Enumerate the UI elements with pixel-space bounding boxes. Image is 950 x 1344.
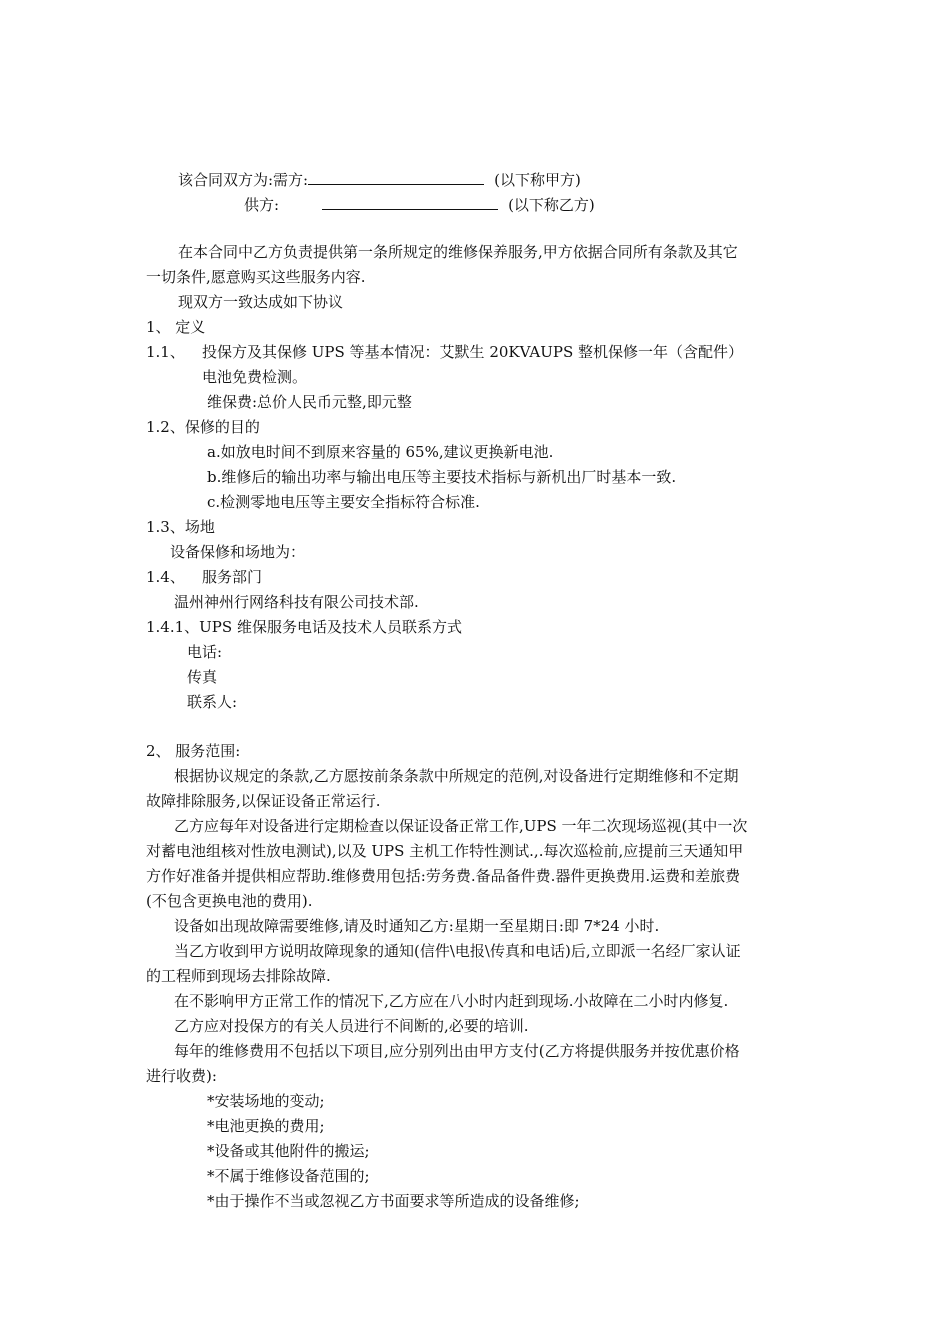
section-1-2-item-a: a.如放电时间不到原来容量的 65%,建议更换新电池. bbox=[207, 443, 554, 461]
section-2-p2-line-1: 乙方应每年对设备进行定期检查以保证设备正常工作,UPS 一年二次现场巡视(其中一次 bbox=[174, 817, 748, 835]
exclusion-item: *设备或其他附件的搬运; bbox=[207, 1142, 370, 1160]
exclusion-item: *电池更换的费用; bbox=[207, 1117, 325, 1135]
exclusion-item: *由于操作不当或忽视乙方书面要求等所造成的设备维修; bbox=[207, 1192, 580, 1210]
intro-agreement: 现双方一致达成如下协议 bbox=[178, 293, 344, 311]
section-2-p4-line-1: 当乙方收到甲方说明故障现象的通知(信件\电报\传真和电话)后,立即派一名经厂家认证 bbox=[174, 942, 741, 960]
section-1-4-title: 服务部门 bbox=[202, 568, 263, 586]
party-demand-suffix: (以下称甲方) bbox=[494, 171, 581, 189]
section-2-p4-line-2: 的工程师到现场去排除故障. bbox=[146, 967, 331, 985]
contact-fax-label: 传真 bbox=[187, 668, 218, 686]
section-1-1-line-2: 电池免费检测。 bbox=[202, 368, 308, 386]
section-2-p2-line-3: 方作好准备并提供相应帮助.维修费用包括:劳务费.备品备件费.器件更换费用.运费和差旅费 bbox=[146, 867, 741, 885]
section-2-p1-line-1: 根据协议规定的条款,乙方愿按前条条款中所规定的范例,对设备进行定期维修和不定期 bbox=[174, 767, 739, 785]
party-demand-line bbox=[178, 168, 581, 190]
contact-phone-label: 电话: bbox=[187, 643, 223, 661]
section-1-1-line-1: 投保方及其保修 UPS 等基本情况：艾默生 20KVAUPS 整机保修一年（含配件） bbox=[202, 343, 744, 361]
party-demand-blank bbox=[308, 168, 484, 185]
section-2-p6: 乙方应对投保方的有关人员进行不间断的,必要的培训. bbox=[174, 1017, 529, 1035]
party-supply-blank bbox=[322, 193, 498, 210]
section-2-p1-line-2: 故障排除服务,以保证设备正常运行. bbox=[146, 792, 381, 810]
section-2-p5: 在不影响甲方正常工作的情况下,乙方应在八小时内赶到现场.小故障在二小时内修复. bbox=[174, 992, 729, 1010]
section-1-title: 1、 定义 bbox=[146, 318, 206, 336]
party-supply-label: 供方: bbox=[244, 196, 280, 214]
section-1-2-item-c: c.检测零地电压等主要安全指标符合标准. bbox=[207, 493, 480, 511]
section-1-2-item-b: b.维修后的输出功率与输出电压等主要技术指标与新机出厂时基本一致. bbox=[207, 468, 677, 486]
section-2-title: 2、 服务范围: bbox=[146, 742, 241, 760]
section-2-p2-line-2: 对蓄电池组核对性放电测试),以及 UPS 主机工作特性测试.,.每次巡检前,应提前三天通知甲 bbox=[146, 842, 744, 860]
party-supply-line bbox=[244, 193, 595, 215]
party-demand-label: 该合同双方为:需方: bbox=[178, 171, 309, 189]
section-2-p3: 设备如出现故障需要维修,请及时通知乙方:星期一至星期日:即 7*24 小时. bbox=[174, 917, 660, 935]
section-2-p7-line-2: 进行收费): bbox=[146, 1067, 217, 1085]
section-1-1-fee: 维保费:总价人民币元整,即元整 bbox=[207, 393, 412, 411]
section-1-4-number: 1.4、 bbox=[146, 568, 185, 586]
section-2-p2-line-4: (不包含更换电池的费用). bbox=[146, 892, 313, 910]
section-1-3-title: 1.3、场地 bbox=[146, 518, 215, 536]
section-1-2-title: 1.2、保修的目的 bbox=[146, 418, 260, 436]
intro-paragraph-line-1: 在本合同中乙方负责提供第一条所规定的维修保养服务,甲方依据合同所有条款及其它 bbox=[178, 243, 738, 261]
exclusion-item: *不属于维修设备范围的; bbox=[207, 1167, 370, 1185]
section-1-4-line: 温州神州行网络科技有限公司技术部. bbox=[174, 593, 419, 611]
section-2-p7-line-1: 每年的维修费用不包括以下项目,应分别列出由甲方支付(乙方将提供服务并按优惠价格 bbox=[174, 1042, 740, 1060]
exclusion-item: *安装场地的变动; bbox=[207, 1092, 325, 1110]
contact-person-label: 联系人: bbox=[187, 693, 238, 711]
section-1-3-line: 设备保修和场地为： bbox=[170, 543, 306, 561]
section-1-4-1-title: 1.4.1、UPS 维保服务电话及技术人员联系方式 bbox=[146, 618, 462, 636]
party-supply-suffix: (以下称乙方) bbox=[508, 196, 595, 214]
intro-paragraph-line-2: 一切条件,愿意购买这些服务内容. bbox=[146, 268, 366, 286]
section-1-1-number: 1.1、 bbox=[146, 343, 185, 361]
